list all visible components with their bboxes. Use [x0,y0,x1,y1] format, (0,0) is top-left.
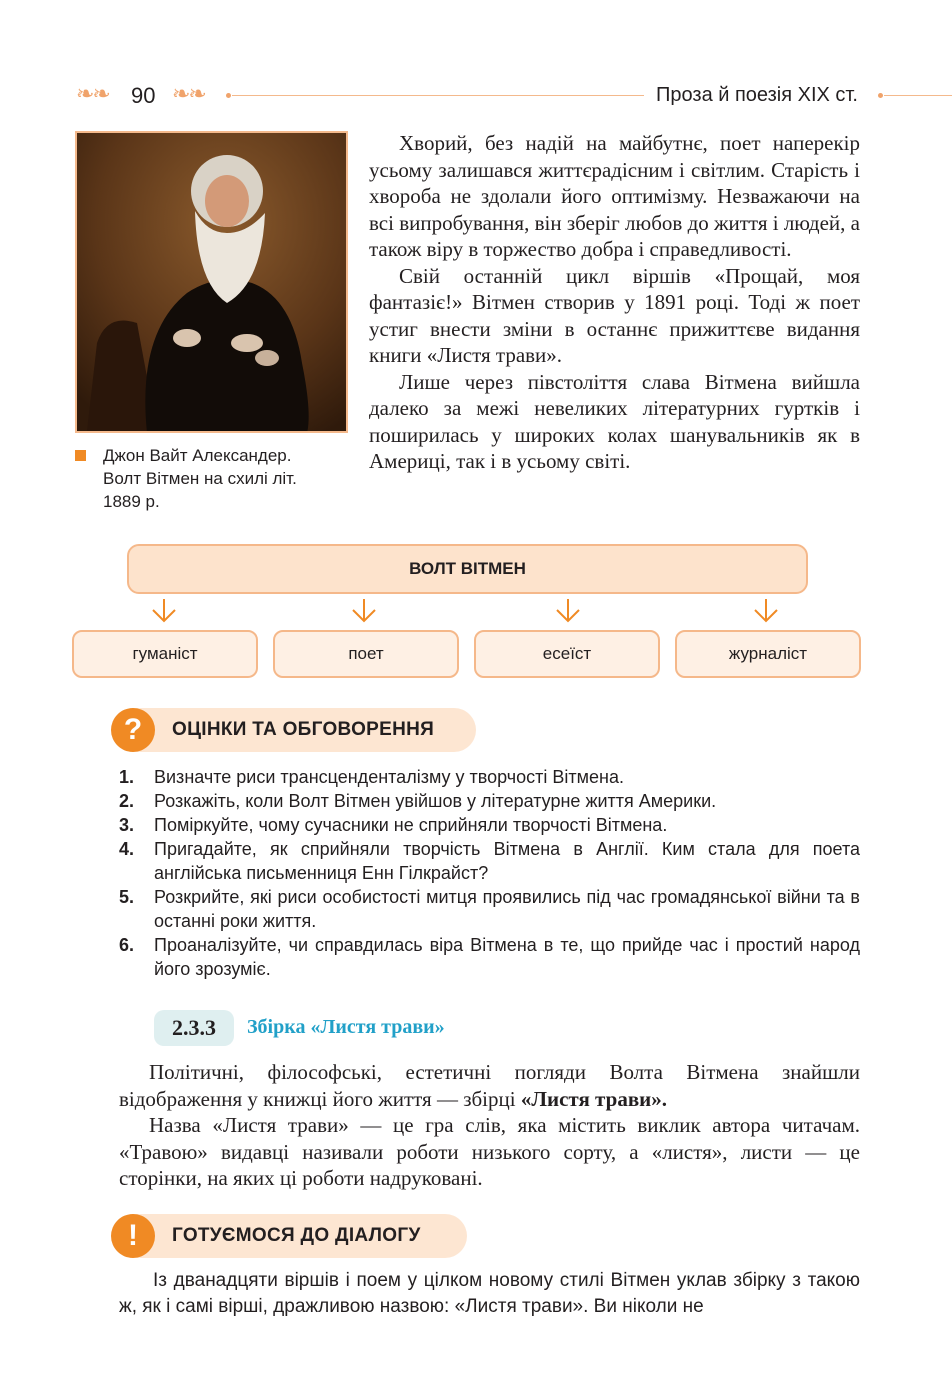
question-text: Визначте риси трансценденталізму у творчості Вітмена. [154,767,624,787]
question-list [119,765,860,981]
paragraph: Свій останній цикл віршів «Прощай, моя фантазіє!» Вітмен створив у 1891 році. Тоді ж поет устиг внести зміни в останнє прижиттєве видання книги «Листя трави». [369,263,860,367]
list-item [119,933,860,981]
page-number: 90 [131,83,156,108]
diagram-arrows [0,596,952,628]
caption-author: Джон Вайт Александер. [103,446,292,465]
list-item [119,885,860,933]
header-rule [232,95,644,96]
discussion-title: ОЦІНКИ ТА ОБГОВОРЕННЯ [172,719,435,740]
exclamation-icon: ! [111,1214,155,1258]
question-number: 1. [119,767,135,787]
paragraph [119,1059,860,1112]
header-dot-icon [226,93,231,98]
list-item [119,813,860,837]
paragraph: Хворий, без надій на майбутнє, поет наперекір усьому залишався життєрадісним і світлим. Старість і хвороба не здолали його оптимізму. Незважаючи на всі випробування, він зберіг любов до життя і людей, а також віру в торжество добра і справедливості. [369,131,860,261]
question-text: Розкажіть, коли Волт Вітмен увійшов у літературне життя Америки. [154,791,717,811]
question-number: 4. [119,839,135,859]
question-number: 6. [119,935,135,955]
down-arrow-icon [755,599,777,621]
header-dot-icon [878,93,883,98]
subsection-text [119,1059,860,1192]
dialogue-text [119,1268,860,1320]
header-ornament-left-icon: ❧❧ [76,82,109,107]
question-text: Проаналізуйте, чи справдилась віра Вітмена в те, що прийде час і простий народ його зрозуміє. [154,935,860,979]
list-item [119,765,860,789]
paragraph-text: Політичні, філософські, естетичні погляди Волта Вітмена знайшли відображення у книжці його життя — збірці [119,1060,860,1111]
diagram-item-essayist: есеїст [474,630,660,678]
question-number: 3. [119,815,135,835]
question-text: Поміркуйте, чому сучасники не сприйняли творчості Вітмена. [154,815,668,835]
caption-year: 1889 р. [103,492,160,511]
paragraph: Назва «Листя трави» — це гра слів, яка містить виклик автора читачам. «Травою» видавці називали роботи низького сорту, а «листя», листи — це сторінки, на яких ці роботи надруковані. [119,1113,860,1190]
diagram-item-journalist: журналіст [675,630,861,678]
question-number: 5. [119,887,135,907]
portrait-painting [75,131,348,433]
question-number: 2. [119,791,135,811]
intro-text [369,130,860,475]
diagram-main-box: ВОЛТ ВІТМЕН [127,544,808,594]
header-ornament-right-icon: ❧❧ [172,82,205,107]
running-head: Проза й поезія XIX ст. [656,84,858,106]
down-arrow-icon [557,599,579,621]
list-item [119,789,860,813]
caption-title: Волт Вітмен на схилі літ. [103,469,297,488]
list-item [119,837,860,885]
question-text: Пригадайте, як сприйняли творчість Вітмена в Англії. Ким стала для поета англійська письменниця Енн Гілкрайст? [154,839,860,883]
down-arrow-icon [153,599,175,621]
header-rule-right [884,95,952,96]
paragraph: Лише через півстоліття слава Вітмена вийшла далеко за межі невеликих літературних гуртків і поширилась у широких колах шанувальників як в Америці, так і в усьому світі. [369,369,860,473]
diagram-item-humanist: гуманіст [72,630,258,678]
down-arrow-icon [353,599,375,621]
diagram-item-poet: поет [273,630,459,678]
subsection-number: 2.3.3 [154,1010,234,1046]
paragraph: Із дванадцяти віршів і поем у цілком новому стилі Вітмен уклав збірку з такою ж, як і самі вірші, дражливою назвою: «Листя трави». Ви ніколи не [119,1270,860,1317]
dialogue-title: ГОТУЄМОСЯ ДО ДІАЛОГУ [172,1225,421,1246]
portrait-image [77,133,346,431]
question-mark-icon: ? [111,708,155,752]
caption-bullet-icon [75,450,86,461]
question-text: Розкрийте, які риси особистості митця проявились під час громадянської війни та в останні роки життя. [154,887,860,931]
book-title-bold: «Листя трави». [520,1086,668,1111]
subsection-title: Збірка «Листя трави» [247,1016,445,1038]
figure-caption [103,444,343,513]
